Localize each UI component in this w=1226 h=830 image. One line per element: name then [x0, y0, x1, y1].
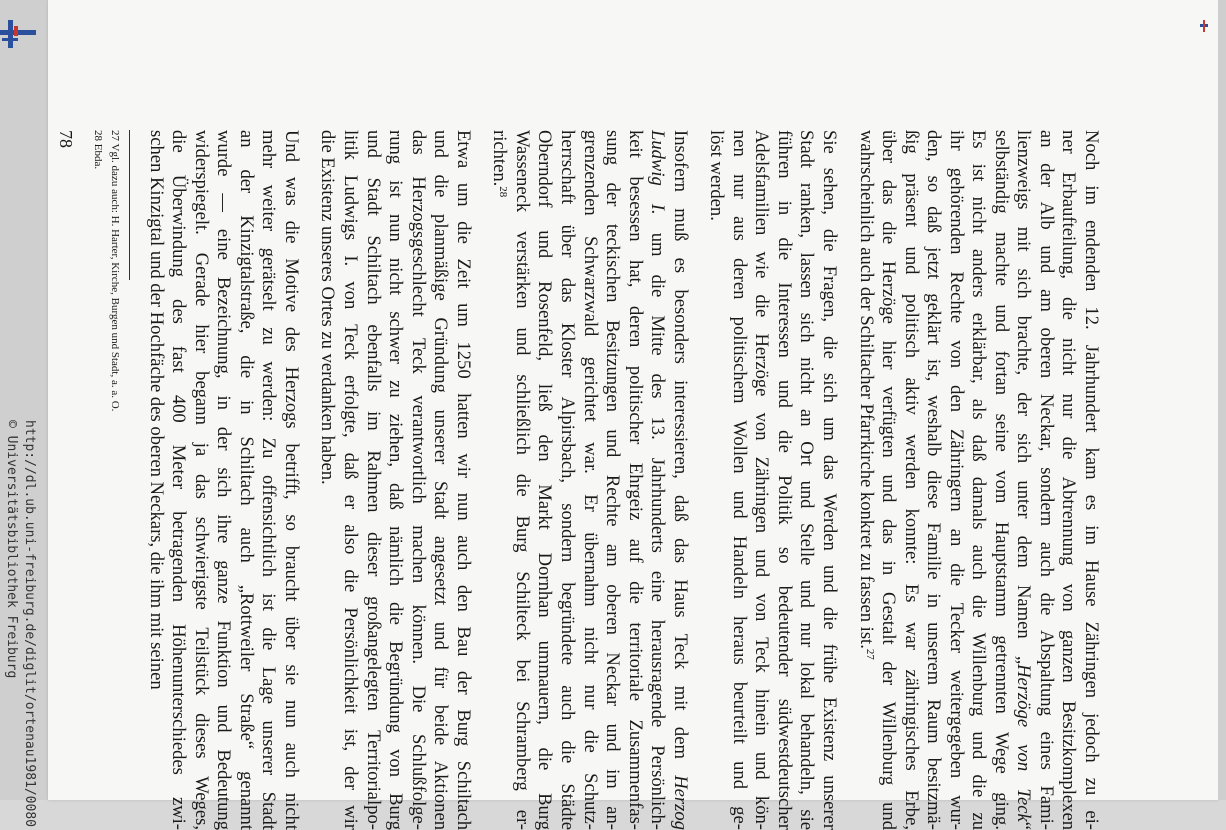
- text-line: mehr weiter gerätselt zu werden: Zu offensichtlich ist die Lage unserer Stadt: [258, 130, 280, 830]
- text-line: litik Ludwigs I. von Teck erfolgte, daß er also die Persönlichkeit ist, der wir: [340, 130, 362, 830]
- text-line: ihr gehörenden Rechte von den Zähringern an die Tecker weitergegeben wur-: [945, 130, 967, 830]
- text-line: Und was die Motive des Herzogs betrifft, so braucht über sie nun auch nicht: [280, 130, 302, 830]
- left-margin: [0, 0, 48, 827]
- paragraph: [488, 130, 691, 830]
- text-line: sung der teckischen Besitzungen und Rechte am oberen Neckar und im an-: [602, 130, 624, 830]
- watermark-url[interactable]: http://dl.ub.uni-freiburg.de/diglit/ortenau1981/0080: [22, 420, 37, 827]
- paragraph: [705, 130, 840, 830]
- text-line: wahrscheinlich auch der Schiltacher Pfarrkirche konkret zu fassen ist.$^{27}$: [855, 130, 877, 660]
- page-text-body: [56, 130, 1102, 830]
- text-line: an der Kinzigtalstraße, die in Schiltach auch „Rottweiler Straße“ genannt: [235, 130, 257, 830]
- text-line: selbständig machte und fortan seine vom Hauptstamm getrennten Wege ging.: [990, 130, 1012, 830]
- text-line: Oberndorf und Rosenfeld, ließ den Markt Dornhan ummauern, die Burg: [534, 130, 556, 830]
- footnote-divider: [129, 130, 130, 280]
- text-line: die Existenz unseres Ortes zu verdanken haben.: [317, 130, 339, 485]
- text-line: lienzweigs mit sich brachte, der sich unter dem Namen „Herzöge von Teck“: [1013, 130, 1035, 830]
- text-line: richten.$^{28}$: [489, 130, 511, 198]
- paragraph: [144, 130, 302, 830]
- text-line: und Stadt Schiltach ebenfalls im Rahmen dieser großangelegten Territorialpo-: [362, 130, 384, 830]
- text-line: den, so daß jetzt geklärt ist, weshalb diese Familie in unserem Raum besitzmä-: [923, 130, 945, 830]
- text-line: und die planmäßige Gründung unserer Stadt angesetzt und für beide Aktionen: [430, 130, 452, 830]
- paragraph: [854, 130, 1102, 830]
- text-line: keit besessen hat, deren politischer Ehrgeiz auf die territoriale Zusammenfas-: [624, 130, 646, 830]
- text-line: Wasseneck verstärken und schließlich die Burg Schilteck bei Schramberg er-: [511, 130, 533, 830]
- library-logo-icon: [0, 14, 40, 54]
- text-line: führen in die Interessen und die Politik so bedeutender südwestdeutscher: [773, 130, 795, 830]
- text-line: schen Kinzigtal und der Hochfäche des oberen Neckars, die ihm mit seinen: [145, 130, 167, 690]
- scan-mark-icon: [1200, 20, 1208, 40]
- text-line: Etwa um die Zeit um 1250 hatten wir nun auch den Bau der Burg Schiltach: [452, 130, 474, 830]
- text-line: Adelsfamilien wie die Herzöge von Zähringen und von Teck hinein und kön-: [751, 130, 773, 830]
- text-line: an der Alb und am oberen Neckar, sondern auch die Abspaltung eines Fami-: [1035, 130, 1057, 830]
- text-line: herrschaft über das Kloster Alpirsbach, sondern begründete auch die Städte: [556, 130, 578, 830]
- text-line: das Herzogsgeschlecht Teck verantwortlich machen können. Die Schlußfolge-: [407, 130, 429, 830]
- text-line: die Überwindung des fast 400 Meter betragenden Höhenunterschiedes zwi-: [168, 130, 190, 830]
- text-line: wurde — eine Bezeichnung, in der sich ihre ganze Funktion und Bedeutung: [213, 130, 235, 830]
- text-line: widerspiegelt. Gerade hier begann ja das schwierigste Teilstück dieses Weges,: [190, 130, 212, 830]
- page-number: 78: [56, 130, 77, 148]
- text-line: rung ist nun nicht schwer zu ziehen, daß nämlich die Begründung von Burg: [385, 130, 407, 830]
- text-line: Ludwig I. um die Mitte des 13. Jahrhunderts eine herausragende Persönlich-: [647, 130, 669, 830]
- text-line: Sie sehen, die Fragen, die sich um das Werden und die frühe Existenz unserer: [818, 130, 840, 830]
- right-margin: [1218, 0, 1226, 800]
- text-line: Noch im endenden 12. Jahrhundert kam es im Hause Zähringen jedoch zu ei-: [1081, 130, 1102, 830]
- text-line: Es ist nicht anders erklärbar, als daß damals auch die Willenburg und die zu: [968, 130, 990, 830]
- footnote: 27 Vgl. dazu auch: H. Harter, Kirche, Burgen und Stadt, a. a. O.: [109, 130, 122, 412]
- watermark-copyright: © Universitätsbibliothek Freiburg: [4, 420, 19, 679]
- text-line: Insofern muß es besonders interessieren, daß das Haus Teck mit dem Herzog: [669, 130, 691, 830]
- text-line: Stadt ranken, lassen sich nicht an Ort und Stelle und nur lokal behandeln, sie: [796, 130, 818, 830]
- text-line: über das die Herzöge hier verfügten und das in Gestalt der Willenburg und: [878, 130, 900, 830]
- paragraph: [316, 130, 474, 830]
- text-line: nen nur aus deren politischem Wollen und Handeln heraus beurteilt und ge-: [728, 130, 750, 830]
- text-line: ner Erbaufteilung, die nicht nur die Abtrennung von ganzen Besitzkomplexen: [1058, 130, 1080, 830]
- footnote: 28 Ebda.: [92, 130, 105, 170]
- text-line: grenzenden Schwarzwald gerichtet war. Er übernahm nicht nur die Schutz-: [579, 130, 601, 830]
- text-line: ßig präsent und politisch aktiv werden konnte: Es war zähringisches Erbe,: [900, 130, 922, 830]
- watermark: [2, 420, 38, 827]
- text-line: löst werden.: [706, 130, 728, 221]
